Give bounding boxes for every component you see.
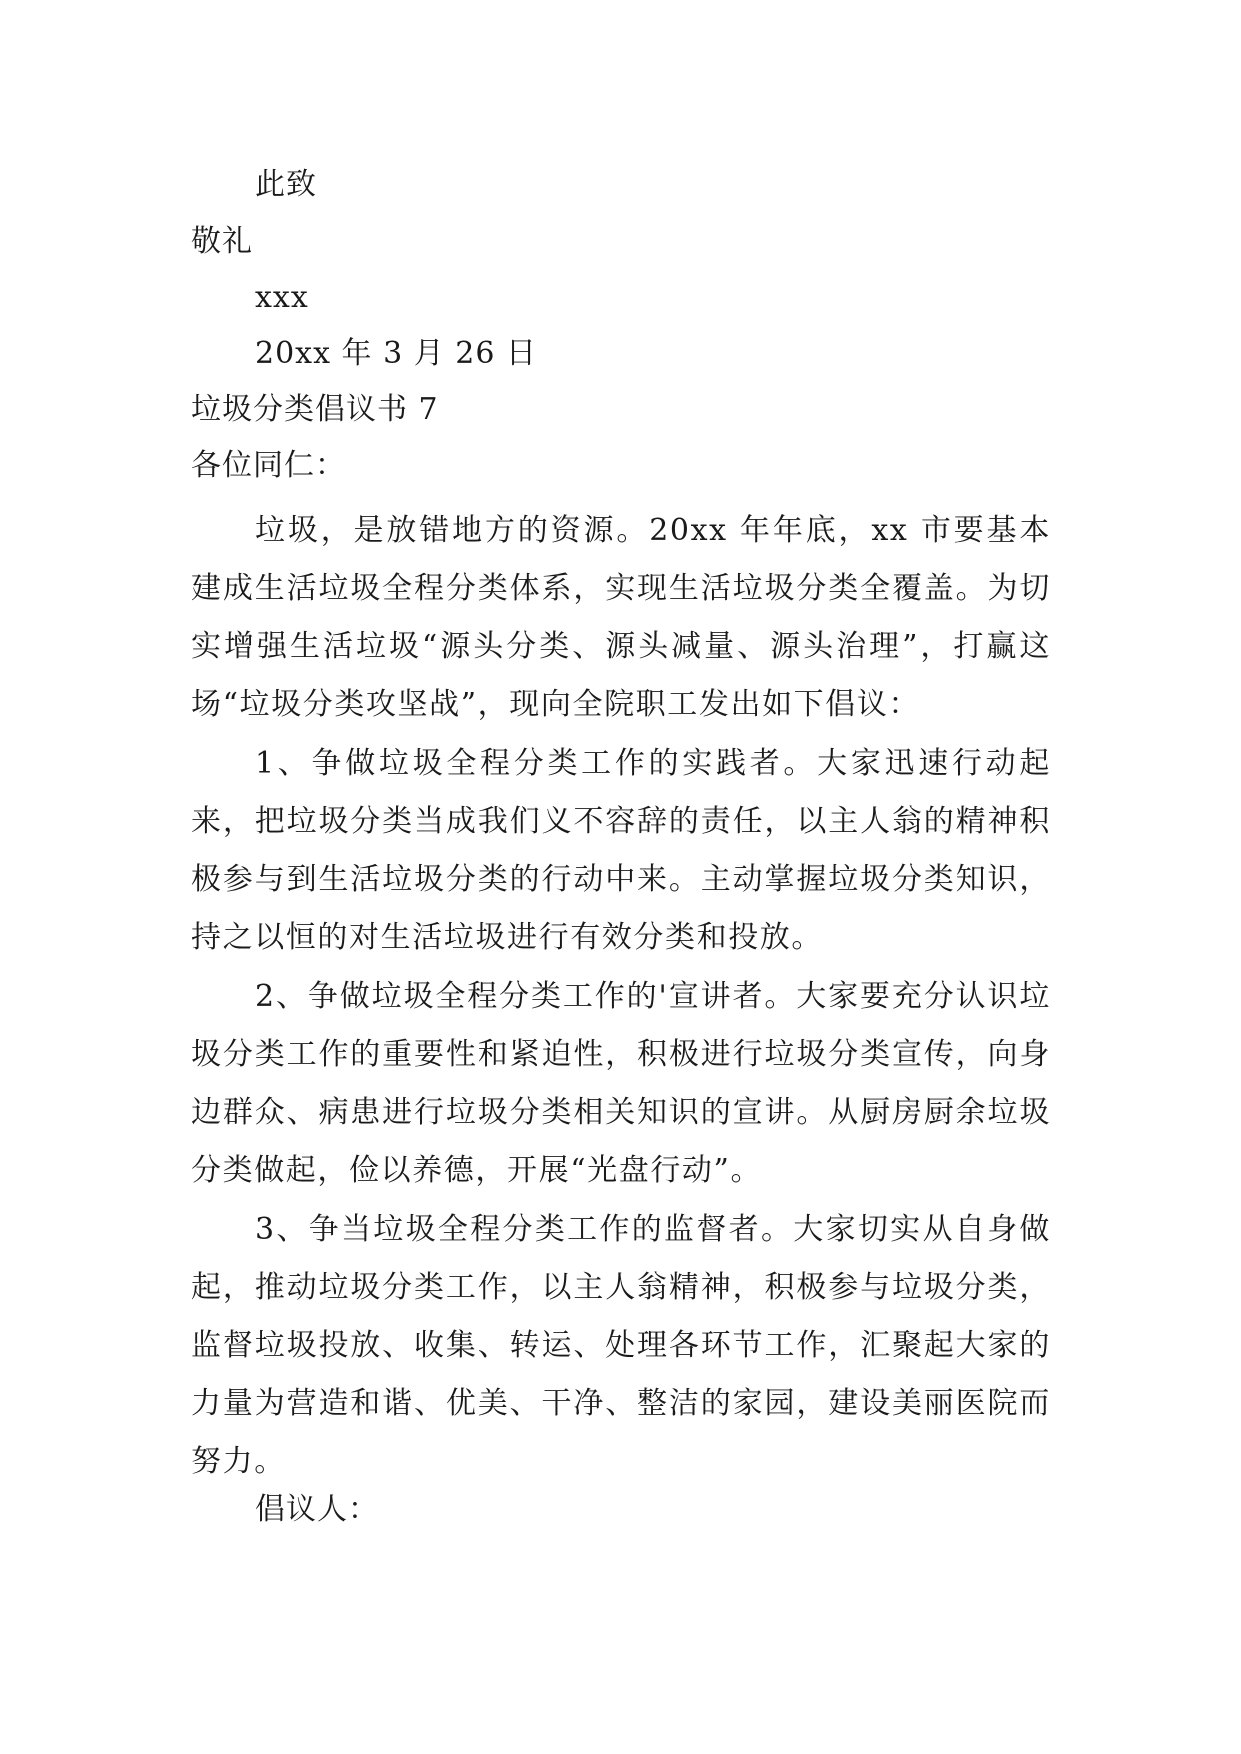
salutation-regards: 敬礼 xyxy=(191,224,253,259)
signer-name: xxx xyxy=(255,280,309,315)
salutation-this: 此致 xyxy=(255,167,317,202)
proposal-1-paragraph: 1、争做垃圾全程分类工作的实践者。大家迅速行动起来，把垃圾分类当成我们义不容辞的责任，以主人翁的精神积极参与到生活垃圾分类的行动中来。主动掌握垃圾分类知识，持之以恒的对生活垃圾进行有效分类和投放。 xyxy=(191,746,1051,955)
proposal-2-paragraph: 2、争做垃圾全程分类工作的'宣讲者。大家要充分认识垃圾分类工作的重要性和紧迫性，积极进行垃圾分类宣传，向身边群众、病患进行垃圾分类相关知识的宣讲。从厨房厨余垃圾分类做起，俭以养德，开展“光盘行动”。 xyxy=(191,979,1051,1188)
proposal-3-paragraph: 3、争当垃圾全程分类工作的监督者。大家切实从自身做起，推动垃圾分类工作，以主人翁精神，积极参与垃圾分类，监督垃圾投放、收集、转运、处理各环节工作，汇聚起大家的力量为营造和谐、优美、干净、整洁的家园，建设美丽医院而努力。 xyxy=(191,1212,1051,1479)
letter-date: 20xx 年 3 月 26 日 xyxy=(255,336,537,371)
signature-label: 倡议人： xyxy=(255,1492,379,1527)
greeting: 各位同仁： xyxy=(191,448,346,483)
intro-paragraph: 垃圾，是放错地方的资源。20xx 年年底，xx 市要基本建成生活垃圾全程分类体系，实现生活垃圾分类全覆盖。为切实增强生活垃圾“源头分类、源头减量、源头治理”，打赢这场“垃圾分类攻坚战”，现向全院职工发出如下倡议： xyxy=(191,513,1051,722)
document-title: 垃圾分类倡议书 7 xyxy=(191,392,439,427)
